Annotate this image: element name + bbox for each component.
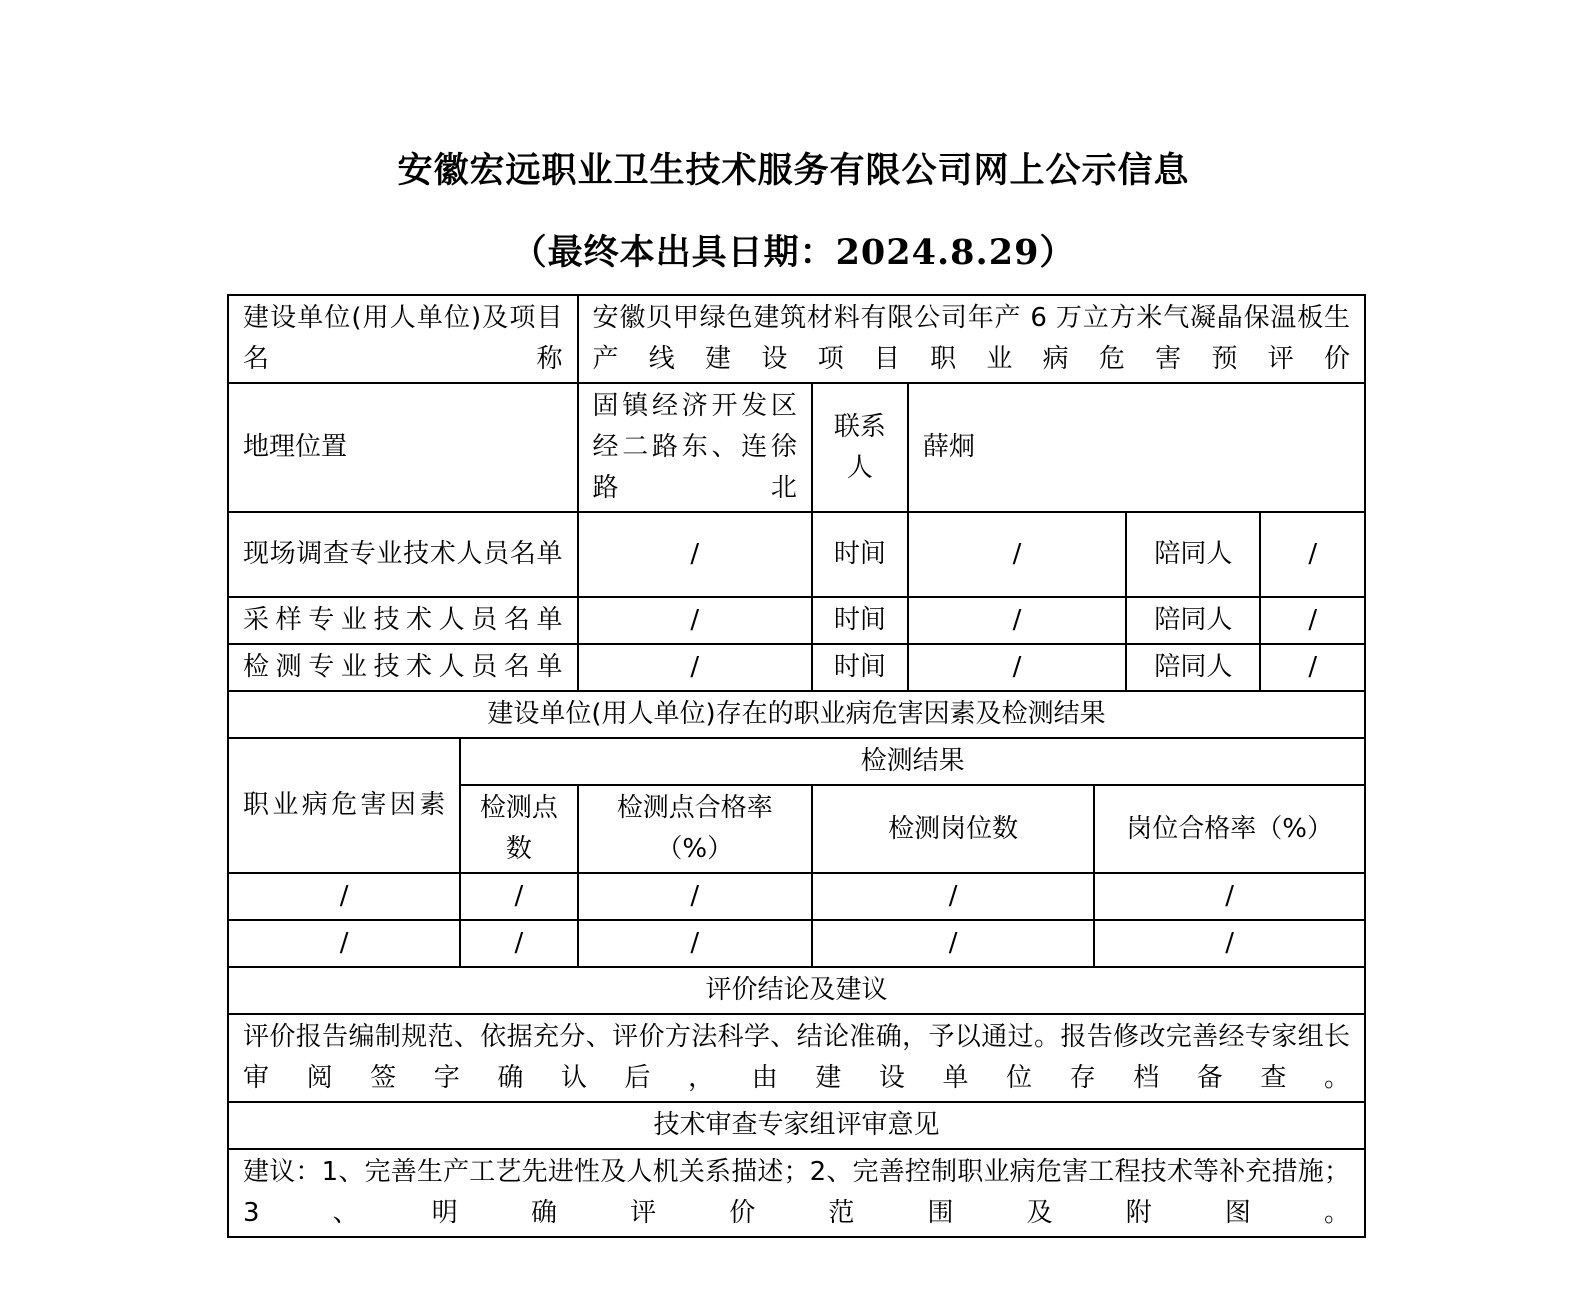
time-value: /: [908, 512, 1126, 597]
review-text-row: [228, 1149, 1365, 1237]
point-rate-cell: /: [578, 873, 812, 920]
location-label: 地理位置: [228, 383, 578, 512]
results-header: 检测结果: [460, 738, 1365, 785]
time-label: 时间: [812, 512, 908, 597]
companion-label: 陪同人: [1126, 597, 1260, 644]
posts-cell: /: [812, 873, 1094, 920]
factor-header: 职业病危害因素: [228, 738, 460, 873]
companion-label: 陪同人: [1126, 512, 1260, 597]
staff-row-sampling: [228, 597, 1365, 644]
staff-value: /: [578, 597, 812, 644]
review-text: 建议：1、完善生产工艺先进性及人机关系描述；2、完善控制职业病危害工程技术等补充措施；3、明确评价范围及附图。: [228, 1149, 1365, 1237]
project-row: [228, 295, 1365, 383]
conclusion-text-row: [228, 1014, 1365, 1102]
companion-label: 陪同人: [1126, 644, 1260, 691]
post-rate-cell: /: [1094, 873, 1365, 920]
conclusion-title: 评价结论及建议: [228, 967, 1365, 1014]
location-row: [228, 383, 1365, 512]
page-title: 安徽宏远职业卫生技术服务有限公司网上公示信息: [397, 150, 1190, 191]
issue-date: （最终本出具日期：2024.8.29）: [511, 232, 1076, 273]
factor-cell: /: [228, 873, 460, 920]
staff-row-testing: [228, 644, 1365, 691]
staff-label: 采样专业技术人员名单: [228, 597, 578, 644]
posts-cell: /: [812, 920, 1094, 967]
hazard-section-row: [228, 691, 1365, 738]
point-rate-cell: /: [578, 920, 812, 967]
time-value: /: [908, 597, 1126, 644]
review-title-row: [228, 1102, 1365, 1149]
staff-label: 检测专业技术人员名单: [228, 644, 578, 691]
companion-value: /: [1260, 512, 1365, 597]
staff-value: /: [578, 644, 812, 691]
col-header-post-rate: 岗位合格率（%）: [1094, 785, 1365, 873]
points-cell: /: [460, 920, 577, 967]
points-cell: /: [460, 873, 577, 920]
staff-label: 现场调查专业技术人员名单: [228, 512, 578, 597]
table-row: [228, 873, 1365, 920]
contact-label: 联系人: [812, 383, 908, 512]
location-value: 固镇经济开发区经二路东、连徐路北: [578, 383, 812, 512]
staff-value: /: [578, 512, 812, 597]
time-value: /: [908, 644, 1126, 691]
results-header-row: [228, 738, 1365, 785]
time-label: 时间: [812, 644, 908, 691]
col-header-point-rate: 检测点合格率（%）: [578, 785, 812, 873]
contact-value: 薛炯: [908, 383, 1365, 512]
table-row: [228, 920, 1365, 967]
col-header-points: 检测点数: [460, 785, 577, 873]
time-label: 时间: [812, 597, 908, 644]
factor-cell: /: [228, 920, 460, 967]
conclusion-text: 评价报告编制规范、依据充分、评价方法科学、结论准确，予以通过。报告修改完善经专家组长审阅签字确认后，由建设单位存档备查。: [228, 1014, 1365, 1102]
companion-value: /: [1260, 644, 1365, 691]
disclosure-table: [227, 294, 1366, 1238]
project-label: 建设单位(用人单位)及项目名称: [228, 295, 578, 383]
hazard-section-title: 建设单位(用人单位)存在的职业病危害因素及检测结果: [228, 691, 1365, 738]
companion-value: /: [1260, 597, 1365, 644]
col-header-posts: 检测岗位数: [812, 785, 1094, 873]
conclusion-title-row: [228, 967, 1365, 1014]
staff-row-survey: [228, 512, 1365, 597]
post-rate-cell: /: [1094, 920, 1365, 967]
project-value: 安徽贝甲绿色建筑材料有限公司年产 6 万立方米气凝晶保温板生产线建设项目职业病危害预评价: [578, 295, 1365, 383]
review-title: 技术审查专家组评审意见: [228, 1102, 1365, 1149]
